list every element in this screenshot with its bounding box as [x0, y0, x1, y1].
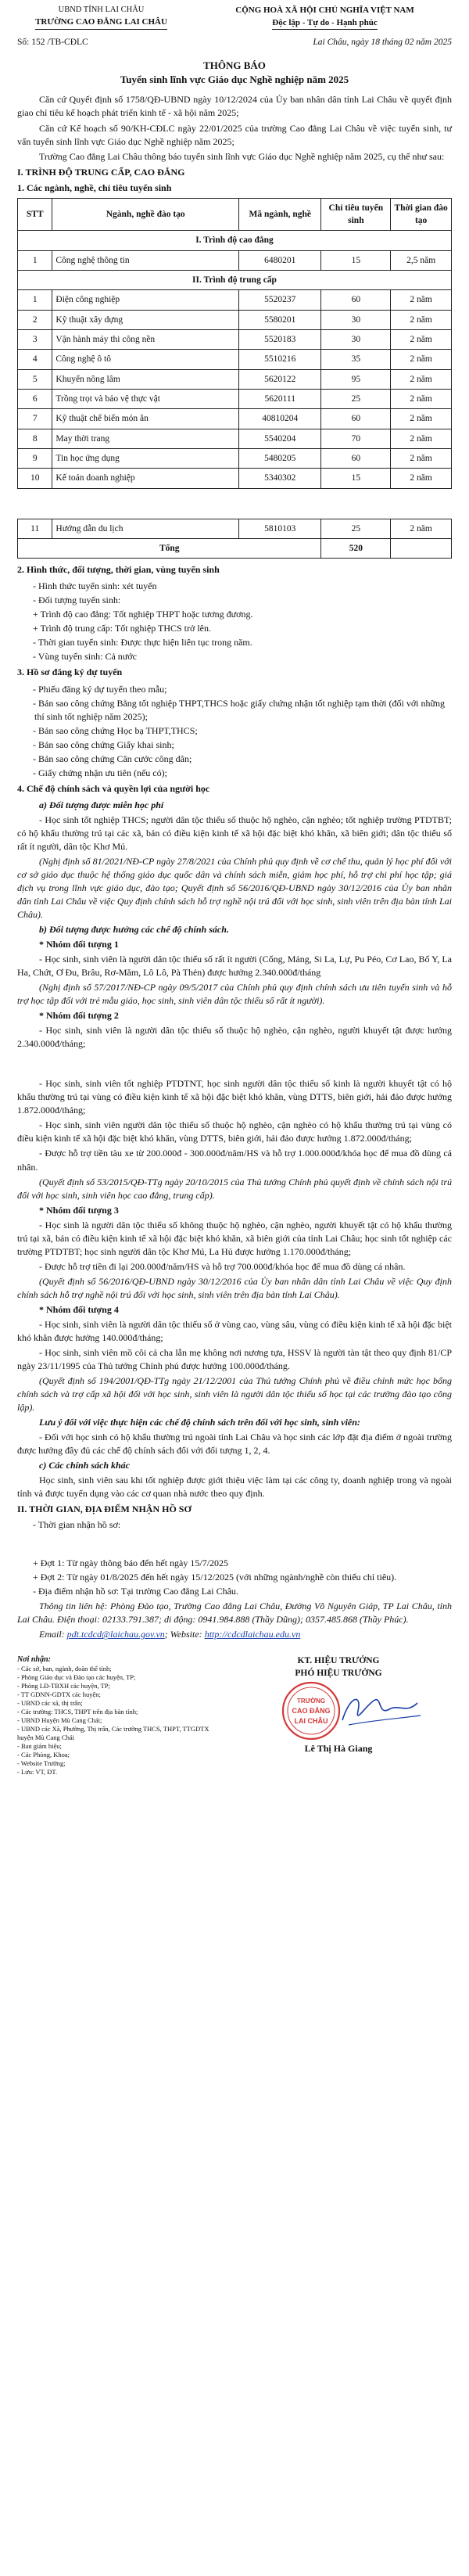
website-label: ; Website: — [164, 1629, 205, 1640]
cell-code: 5620122 — [239, 369, 321, 389]
cell-program: Kỹ thuật chế biến món ăn — [52, 409, 239, 429]
intake-place: - Địa điểm nhận hồ sơ: Tại trường Cao đẳng Lai Châu. — [33, 1586, 238, 1597]
group-3-heading: * Nhóm đối tượng 3 — [39, 1204, 119, 1216]
section-2-line: - Thời gian tuyển sinh: Được thực hiện liên tục trong năm. — [33, 637, 252, 648]
issuer-block — [17, 5, 185, 30]
email-label: Email: — [39, 1629, 67, 1640]
total-value: 520 — [321, 538, 391, 558]
section-4c-heading: c) Các chính sách khác — [39, 1460, 131, 1471]
intro-paragraph: Trường Cao đẳng Lai Châu thông báo tuyển sinh lĩnh vực Giáo dục Nghề nghiệp năm 2025, cụ thể như sau: — [39, 150, 445, 162]
page-break-gap — [17, 1532, 452, 1556]
col-header-quota: Chỉ tiêu tuyển sinh — [321, 198, 391, 231]
cell-code: 5540204 — [239, 429, 321, 448]
cell-program: Kế toán doanh nghiệp — [52, 469, 239, 488]
table-row — [18, 250, 452, 270]
cell-stt: 9 — [18, 448, 52, 468]
stamp-area — [225, 1680, 452, 1742]
cell-code: 5620111 — [239, 389, 321, 408]
group-1-heading: * Nhóm đối tượng 1 — [39, 939, 119, 950]
table-row — [18, 429, 452, 448]
intro-paragraph: Căn cứ Kế hoạch số 90/KH-CĐLC ngày 22/01/2025 của trường Cao đẳng Lai Châu về việc tuyển sinh, tư vấn tuyển sinh lĩnh vực Giáo dục Nghề nghiệp năm 2025; — [17, 122, 452, 147]
stamp-text-top: TRƯỜNG — [296, 1698, 326, 1705]
cell-code: 5480205 — [239, 448, 321, 468]
section-3-line: - Bản sao công chứng Bằng tốt nghiệp THPT,THCS hoặc giấy chứng nhận tốt nghiệp tạm thời (đối với những thí sinh tốt nghiệp năm 2025); — [33, 697, 446, 722]
recipient-item: - Các sở, ban, ngành, đoàn thể tỉnh; — [17, 1664, 112, 1672]
recipient-item: - TT GDNN-GDTX các huyện; — [17, 1690, 101, 1698]
section-2-heading: 2. Hình thức, đối tượng, thời gian, vùng tuyển sinh — [17, 564, 220, 576]
group-2-text-3: - Học sinh, sinh viên người dân tộc thiểu số thuộc hộ nghèo, cận nghèo có hộ khẩu thường trú tại vùng có điều kiện kinh tế xã hội đặc biệt khó khăn, vùng DTTS, biên giới, hải đảo được hưởng 1.872.000đ/tháng; — [17, 1119, 452, 1144]
section-3-heading: 3. Hồ sơ đăng ký dự tuyển — [17, 666, 123, 678]
section-3-line: - Bản sao công chứng Học bạ THPT,THCS; — [33, 724, 198, 736]
cell-duration: 2 năm — [391, 409, 452, 429]
document-header — [17, 5, 452, 30]
cell-quota: 30 — [321, 310, 391, 329]
intro-section — [17, 93, 452, 163]
group-2-text-4: - Được hỗ trợ tiền tàu xe từ 200.000đ - 300.000đ/năm/HS và hỗ trợ 1.000.000đ/khóa học để mua đồ dùng cá nhân. — [17, 1148, 452, 1173]
table-row — [18, 469, 452, 488]
group-2-text-2: - Học sinh, sinh viên tốt nghiệp PTDTNT, học sinh người dân tộc thiểu số kinh là người khuyết tật có hộ khẩu thường trú tại vùng có điều kiện kinh tế xã hội đặc biệt khó khăn, vùng DTTS, biên giới, hải đảo được hưởng 1.872.000đ/tháng; — [17, 1078, 452, 1116]
section-2-line: + Trình độ trung cấp: Tốt nghiệp THCS trở lên. — [33, 623, 212, 634]
website-link[interactable]: http://cdcdlaichau.edu.vn — [204, 1629, 301, 1640]
stamp-text-bot: LAI CHÂU — [294, 1717, 328, 1726]
section-4c-text: Học sinh, sinh viên sau khi tốt nghiệp được giới thiệu việc làm tại các công ty, doanh nghiệp trong và ngoài tỉnh và được tuyển dụng vào các cơ quan nhà nước theo quy định. — [17, 1475, 452, 1500]
recipient-item: - Phòng LĐ-TBXH các huyện, TP; — [17, 1681, 110, 1690]
group-college: I. Trình độ cao đẳng — [18, 231, 452, 250]
table-row — [18, 389, 452, 408]
cell-program: Vận hành máy thi công nền — [52, 329, 239, 349]
number-date-line — [17, 36, 452, 49]
stamp-text-mid: CAO ĐẲNG — [292, 1707, 331, 1716]
recipient-item: - UBND Huyện Mù Cang Chải; — [17, 1716, 102, 1724]
national-title: CỘNG HOÀ XÃ HỘI CHỦ NGHĨA VIỆT NAM — [235, 5, 414, 15]
section-4-heading: 4. Chế độ chính sách và quyền lợi của người học — [17, 782, 210, 794]
cell-stt: 3 — [18, 329, 52, 349]
document-number: Số: 152 /TB-CĐLC — [17, 38, 88, 48]
document-subtitle: Tuyển sinh lĩnh vực Giáo dục Nghề nghiệp năm 2025 — [120, 74, 349, 85]
cell-code: 5520237 — [239, 290, 321, 310]
cell-quota: 25 — [321, 519, 391, 538]
document-title: THÔNG BÁO — [203, 59, 266, 71]
cell-duration: 2,5 năm — [391, 250, 452, 270]
section-II-heading: II. THỜI GIAN, ĐỊA ĐIỂM NHẬN HỒ SƠ — [17, 1504, 192, 1515]
page-break-gap — [17, 1052, 452, 1076]
recipient-item: - Các Phòng, Khoa; — [17, 1750, 70, 1759]
email-link[interactable]: pdt.tcdcd@laichau.gov.vn — [66, 1629, 165, 1640]
section-4a-heading: a) Đối tượng được miễn học phí — [39, 799, 164, 810]
group-1-reference: (Nghị định số 57/2017/NĐ-CP ngày 09/5/2017 của Chính phủ quy định chính sách ưu tiên tuyển sinh và hỗ trợ học tập đối với trẻ mẫu giáo, học sinh, sinh viên dân tộc thiểu số rất ít người). — [17, 982, 452, 1007]
document-date: Lai Châu, ngày 18 tháng 02 năm 2025 — [313, 38, 452, 48]
cell-program: Kỹ thuật xây dựng — [52, 310, 239, 329]
cell-duration: 2 năm — [391, 290, 452, 310]
section-I-heading: I. TRÌNH ĐỘ TRUNG CẤP, CAO ĐẲNG — [17, 166, 185, 178]
group-4-heading: * Nhóm đối tượng 4 — [39, 1303, 119, 1315]
issuer-name-text: TRƯỜNG CAO ĐẲNG LAI CHÂU — [35, 16, 167, 30]
cell-quota: 95 — [321, 369, 391, 389]
col-header-program: Ngành, nghề đào tạo — [52, 198, 239, 231]
section-4a-reference: (Nghị định số 81/2021/NĐ-CP ngày 27/8/2021 của Chính phủ quy định về cơ chế thu, quản lý học phí đối với cơ sở giáo dục thuộc hệ thống giáo dục quốc dân và chính sách miễn, giảm học phí, hỗ trợ chi phí học tập; giá dịch vụ trong lĩnh vực giáo dục, đào tạo; Quyết định số 56/2016/QĐ-UBND ngày 30/12/2016 của Ủy ban nhân dân tỉnh Lai Châu về việc Quy định chính sách hỗ trợ nghề nội trú đối với học sinh, sinh viên trên địa bàn tỉnh Lai Châu). — [17, 855, 452, 920]
cell-program: Công nghệ thông tin — [52, 250, 239, 270]
section-2-line: + Trình độ cao đẳng: Tốt nghiệp THPT hoặc tương đương. — [33, 609, 253, 620]
col-header-code: Mã ngành, nghề — [239, 198, 321, 231]
recipient-item: - UBND các xã, thị trấn; — [17, 1698, 83, 1707]
col-header-duration: Thời gian đào tạo — [391, 198, 452, 231]
table-row — [18, 329, 452, 349]
cell-duration: 2 năm — [391, 389, 452, 408]
intake-round-1: + Đợt 1: Từ ngày thông báo đến hết ngày 15/7/2025 — [33, 1557, 229, 1569]
issuer-parent: UBND TỈNH LAI CHÂU — [58, 5, 145, 14]
group-1-text: - Học sinh, sinh viên là người dân tộc thiểu số rất ít người (Cống, Mảng, Si La, Lự, Pu Péo, Cơ Lao, Bố Y, La Ha, Chứt, Ơ Đu, Brâu, Rơ-Măm, Lô Lô, Pà Thẻn) được hưởng 2.340.000đ/tháng — [17, 954, 452, 979]
cell-quota: 15 — [321, 250, 391, 270]
cell-quota: 60 — [321, 448, 391, 468]
group-4-reference: (Quyết định số 194/2001/QĐ-TTg ngày 21/12/2001 của Thủ tướng Chính phủ về điều chỉnh mức học bổng chính sách và trợ cấp xã hội đối với học sinh, sinh viên là người dân tộc thiểu số học tại các trường đào tạo công lập). — [17, 1374, 452, 1414]
programs-table-continued — [17, 519, 452, 559]
table-row — [18, 409, 452, 429]
section-3-body — [17, 683, 452, 780]
cell-duration: 2 năm — [391, 448, 452, 468]
cell-duration: 2 năm — [391, 469, 452, 488]
cell-program: Tin học ứng dụng — [52, 448, 239, 468]
group-4-text-2: - Học sinh, sinh viên mồ côi cả cha lẫn mẹ không nơi nương tựa, HSSV là người tàn tật theo quy định 81/CP ngày 23/11/1995 của Thủ tướng Chính phủ được hưởng 100.000đ/tháng. — [17, 1346, 452, 1371]
document-footer — [17, 1654, 452, 1777]
sign-title-1: KT. HIỆU TRƯỞNG — [297, 1655, 380, 1665]
note-text: - Đối với học sinh có hộ khẩu thường trú ngoài tỉnh Lai Châu và học sinh các lớp đặt địa điểm ở ngoài trường được hưởng đầy đủ các chế độ chính sách đối với đối tượng 1, 2, 4. — [17, 1432, 452, 1457]
table-header-row — [18, 198, 452, 231]
section-3-line: - Bản sao công chứng Giấy khai sinh; — [33, 738, 174, 750]
cell-duration: 2 năm — [391, 429, 452, 448]
signature-block — [225, 1654, 452, 1777]
page-break-gap — [17, 489, 452, 519]
cell-program: May thời trang — [52, 429, 239, 448]
table-row — [18, 350, 452, 369]
cell-quota: 60 — [321, 290, 391, 310]
programs-table — [17, 198, 452, 489]
section-2-line: - Hình thức tuyển sinh: xét tuyển — [33, 580, 157, 592]
table-total-row — [18, 538, 452, 558]
national-motto — [198, 17, 452, 31]
cell-stt: 6 — [18, 389, 52, 408]
signer-name: Lê Thị Hà Giang — [304, 1743, 373, 1755]
section-2-line: - Đối tượng tuyển sinh: — [33, 595, 121, 606]
cell-code: 5580201 — [239, 310, 321, 329]
cell-quota: 70 — [321, 429, 391, 448]
section-3-line: - Phiếu đăng ký dự tuyển theo mẫu; — [33, 683, 167, 695]
national-motto-text: Độc lập - Tự do - Hạnh phúc — [272, 17, 377, 31]
recipient-item: - Phòng Giáo dục và Đào tạo các huyện, TP; — [17, 1672, 136, 1681]
cell-stt: 11 — [18, 519, 52, 538]
intro-paragraph: Căn cứ Quyết định số 1758/QĐ-UBND ngày 10/12/2024 của Ủy ban nhân dân tỉnh Lai Châu về quyết định giao chỉ tiêu kế hoạch phát triển kinh tế - xã hội năm 2025; — [17, 94, 452, 119]
cell-program: Khuyến nông lâm — [52, 369, 239, 389]
recipients-title: Nơi nhận: — [17, 1654, 51, 1664]
issuer-name — [17, 16, 185, 30]
section-2-body — [17, 580, 452, 663]
cell-stt: 7 — [18, 409, 52, 429]
cell-stt: 8 — [18, 429, 52, 448]
sign-title-2: PHÓ HIỆU TRƯỞNG — [295, 1668, 382, 1678]
section-II-time-label: - Thời gian nhận hồ sơ: — [33, 1519, 121, 1531]
cell-duration: 2 năm — [391, 369, 452, 389]
cell-quota: 60 — [321, 409, 391, 429]
cell-code: 5520183 — [239, 329, 321, 349]
recipient-item: - Lưu: VT, ĐT. — [17, 1768, 58, 1777]
recipient-item: - Các trường: THCS, THPT trên địa bàn tỉnh; — [17, 1707, 138, 1716]
cell-stt: 5 — [18, 369, 52, 389]
contact-web-line — [17, 1628, 452, 1641]
cell-program: Trồng trọt và bảo vệ thực vật — [52, 389, 239, 408]
group-2-reference: (Quyết định số 53/2015/QĐ-TTg ngày 20/10/2015 của Thủ tướng Chính phủ quyết định về chính sách nội trú đối với học sinh, sinh viên học cao đẳng, trung cấp). — [17, 1176, 452, 1201]
table-row — [18, 290, 452, 310]
section-3-line: - Giấy chứng nhận ưu tiên (nếu có); — [33, 767, 167, 778]
cell-code: 5510216 — [239, 350, 321, 369]
total-empty — [391, 538, 452, 558]
official-stamp-icon — [225, 1680, 452, 1742]
cell-duration: 2 năm — [391, 519, 452, 538]
group-intermediate: II. Trình độ trung cấp — [18, 270, 452, 289]
cell-stt: 1 — [18, 250, 52, 270]
recipient-item: - Ban giám hiệu; — [17, 1741, 62, 1750]
table-row — [18, 448, 452, 468]
intermediate-rows — [18, 290, 452, 488]
col-header-stt: STT — [18, 198, 52, 231]
group-3-reference: (Quyết định số 56/2016/QĐ-UBND ngày 30/12/2016 của Ủy ban nhân dân tỉnh Lai Châu về việc Quy định chính sách hỗ trợ nghề nội trú đối với học sinh, sinh viên trên địa bàn tỉnh Lai Châu). — [17, 1275, 452, 1300]
section-3-line: - Bản sao công chứng Căn cước công dân; — [33, 753, 192, 764]
section-I-1-heading: 1. Các ngành, nghề, chỉ tiêu tuyển sinh — [17, 181, 172, 193]
recipient-item: - Website Trường; — [17, 1759, 66, 1768]
total-label: Tổng — [18, 538, 321, 558]
recipient-item: - UBND các Xã, Phường, Thị trấn, Các trường THCS, THPT, TTGDTX huyện Mù Cang Chải — [17, 1724, 209, 1741]
section-2-line: - Vùng tuyển sinh: Cả nước — [33, 651, 137, 663]
cell-program: Điện công nghiệp — [52, 290, 239, 310]
cell-duration: 2 năm — [391, 310, 452, 329]
table-group-row — [18, 270, 452, 289]
cell-duration: 2 năm — [391, 329, 452, 349]
cell-code: 6480201 — [239, 250, 321, 270]
group-3-text: - Học sinh là người dân tộc thiểu số không thuộc hộ nghèo, cận nghèo, người khuyết tật có hộ khẩu thường trú tại xã, bản có điều kiện kinh tế xã hội đặc biệt khó khăn, xã biên giới của tỉnh Lai Châu; học sinh tốt nghiệp các trường PTDTBT; học sinh người dân tộc Khơ Mú, La Hủ được hưởng 1.170.000đ/tháng; — [17, 1219, 452, 1257]
cell-quota: 15 — [321, 469, 391, 488]
contact-info: Thông tin liên hệ: Phòng Đào tạo, Trường Cao đẳng Lai Châu, Đường Võ Nguyên Giáp, TP Lai Châu, tỉnh Lai Châu. Điện thoại: 02133.791.387; di động: 0941.984.888 (Thầy Dũng); 0357.485.868 (Thầy Phúc). — [17, 1601, 452, 1626]
cell-code: 5810103 — [239, 519, 321, 538]
section-4b-heading: b) Đối tượng được hưởng các chế độ chính sách. — [39, 924, 229, 936]
group-2-heading: * Nhóm đối tượng 2 — [39, 1010, 119, 1022]
national-motto-block — [198, 5, 452, 30]
cell-stt: 2 — [18, 310, 52, 329]
group-2-text: - Học sinh, sinh viên là người dân tộc thiểu số thuộc hộ nghèo, cận nghèo, người khuyết tật được hưởng 2.340.000đ/tháng; — [17, 1025, 452, 1050]
section-4a-text: - Học sinh tốt nghiệp THCS; người dân tộc thiểu số thuộc hộ nghèo, cận nghèo; tốt nghiệp trường PTDTBT; có hộ khẩu thường trú tại các xã, bản có điều kiện kinh tế xã hội đặc biệt khó khăn, xã biên giới; dân tộc thiểu số rất ít người, dân tộc Khơ Mú. — [17, 814, 452, 852]
cell-stt: 4 — [18, 350, 52, 369]
group-3-text-2: - Được hỗ trợ tiền đi lại 200.000đ/năm/HS và hỗ trợ 700.000đ/khóa học để mua đồ dùng cá nhân. — [39, 1260, 406, 1272]
table-row — [18, 310, 452, 329]
cell-stt: 1 — [18, 290, 52, 310]
cell-quota: 30 — [321, 329, 391, 349]
cell-quota: 35 — [321, 350, 391, 369]
cell-duration: 2 năm — [391, 350, 452, 369]
group-4-text: - Học sinh, sinh viên là người dân tộc thiểu số ở vùng cao, vùng sâu, vùng có điều kiện kinh tế xã hội đặc biệt khó khăn được hưởng 140.000đ/tháng; — [17, 1318, 452, 1343]
cell-code: 40810204 — [239, 409, 321, 429]
intake-round-2: + Đợt 2: Từ ngày 01/8/2025 đến hết ngày 15/12/2025 (với những ngành/nghề còn thiếu chỉ tiêu). — [33, 1572, 397, 1583]
cell-quota: 25 — [321, 389, 391, 408]
cell-program: Hướng dẫn du lịch — [52, 519, 239, 538]
cell-stt: 10 — [18, 469, 52, 488]
table-group-row — [18, 231, 452, 250]
note-heading: Lưu ý đối với việc thực hiện các chế độ chính sách trên đối với học sinh, sinh viên: — [39, 1417, 360, 1428]
table-row — [18, 519, 452, 538]
cell-program: Công nghệ ô tô — [52, 350, 239, 369]
cell-code: 5340302 — [239, 469, 321, 488]
table-row — [18, 369, 452, 389]
recipients-block — [17, 1654, 213, 1777]
